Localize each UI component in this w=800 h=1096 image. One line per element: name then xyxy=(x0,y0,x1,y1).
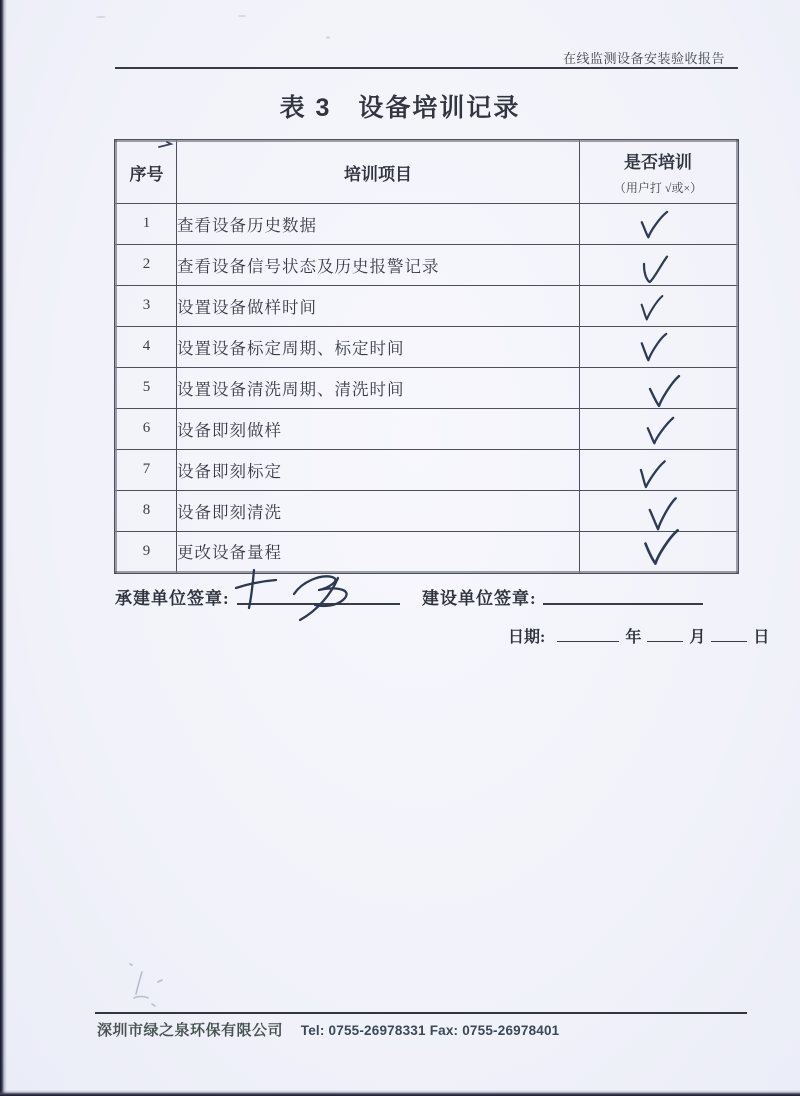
row-item: 设置设备标定周期、标定时间 xyxy=(177,326,580,367)
handwritten-check-icon xyxy=(634,458,669,491)
row-item: 设备即刻做样 xyxy=(177,408,580,449)
training-record-table xyxy=(115,140,738,573)
pencil-scribble xyxy=(112,952,182,1016)
scan-speck xyxy=(326,36,330,39)
footer-company-name: 深圳市绿之泉环保有限公司 xyxy=(97,1023,284,1039)
table-row xyxy=(116,244,737,285)
table-header-row xyxy=(116,141,737,203)
scan-speck xyxy=(96,16,106,18)
row-item: 设置设备清洗周期、清洗时间 xyxy=(177,367,580,408)
table-row xyxy=(116,408,737,449)
tel-number: 0755-26978331 xyxy=(328,1023,426,1038)
scan-speck xyxy=(238,15,246,17)
row-index: 2 xyxy=(116,244,177,285)
table-row xyxy=(116,285,737,326)
table-row xyxy=(116,367,737,408)
row-index: 6 xyxy=(116,408,177,449)
trained-cell xyxy=(580,367,738,408)
trained-cell xyxy=(580,531,738,572)
handwritten-check-icon xyxy=(644,496,682,532)
handwritten-check-icon xyxy=(636,294,667,323)
handwritten-check-icon xyxy=(646,375,682,409)
date-day-blank xyxy=(711,627,747,642)
pen-mark xyxy=(158,141,176,149)
builder-signature-label: 建设单位签章: xyxy=(422,589,537,608)
row-item: 设备即刻清洗 xyxy=(177,490,580,531)
trained-cell xyxy=(580,490,738,531)
handwritten-check-icon xyxy=(641,529,681,567)
tel-label: Tel: xyxy=(300,1023,325,1038)
scan-edge-left xyxy=(0,0,7,1096)
trained-cell xyxy=(580,408,738,449)
year-label: 年 xyxy=(625,629,642,646)
col-header-trained xyxy=(580,141,738,203)
page-title: 表 3 设备培训记录 xyxy=(279,94,521,122)
scan-edge-bottom xyxy=(0,1090,800,1096)
table-row xyxy=(116,449,737,490)
day-label: 日 xyxy=(753,629,770,646)
row-index: 8 xyxy=(116,490,177,531)
table-row xyxy=(116,326,737,367)
handwritten-check-icon xyxy=(637,254,673,288)
contractor-signature-label: 承建单位签章: xyxy=(115,589,230,608)
table-row xyxy=(116,490,737,531)
row-index: 1 xyxy=(116,203,177,244)
trained-cell xyxy=(580,449,738,490)
date-label: 日期: xyxy=(508,629,546,646)
handwritten-check-icon xyxy=(643,416,677,448)
footer xyxy=(97,1019,777,1040)
row-index: 7 xyxy=(116,449,177,490)
row-index: 4 xyxy=(116,326,177,367)
trained-cell xyxy=(580,203,738,244)
fax-number: 0755-26978401 xyxy=(462,1023,560,1038)
row-item: 更改设备量程 xyxy=(177,531,580,572)
date-month-blank xyxy=(647,627,683,642)
footer-contact xyxy=(301,1023,560,1038)
col-header-item: 培训项目 xyxy=(177,141,580,203)
row-index: 9 xyxy=(116,531,177,572)
col-header-index: 序号 xyxy=(116,141,177,203)
builder-signature-line xyxy=(543,603,703,605)
row-item: 设备即刻标定 xyxy=(177,449,580,490)
header-rule xyxy=(115,67,738,69)
report-running-title: 在线监测设备安装验收报告 xyxy=(563,51,726,66)
row-index: 3 xyxy=(116,285,177,326)
table-row xyxy=(116,531,737,572)
col-header-trained-label: 是否培训 xyxy=(624,153,692,173)
month-label: 月 xyxy=(689,629,706,646)
footer-rule xyxy=(95,1012,747,1014)
trained-cell xyxy=(580,326,738,367)
trained-cell xyxy=(580,244,738,285)
row-item: 设置设备做样时间 xyxy=(177,285,580,326)
row-index: 5 xyxy=(116,367,177,408)
row-item: 查看设备信号状态及历史报警记录 xyxy=(177,244,580,285)
handwritten-check-icon xyxy=(637,332,671,364)
date-year-blank xyxy=(557,627,619,642)
handwritten-signature xyxy=(228,560,408,622)
handwritten-check-icon xyxy=(637,210,671,242)
trained-cell xyxy=(580,285,738,326)
fax-label: Fax: xyxy=(429,1023,459,1038)
table-row xyxy=(116,203,737,244)
col-header-trained-note: （用户打 √或×） xyxy=(613,181,703,196)
date-line xyxy=(508,624,769,647)
row-item: 查看设备历史数据 xyxy=(177,203,580,244)
